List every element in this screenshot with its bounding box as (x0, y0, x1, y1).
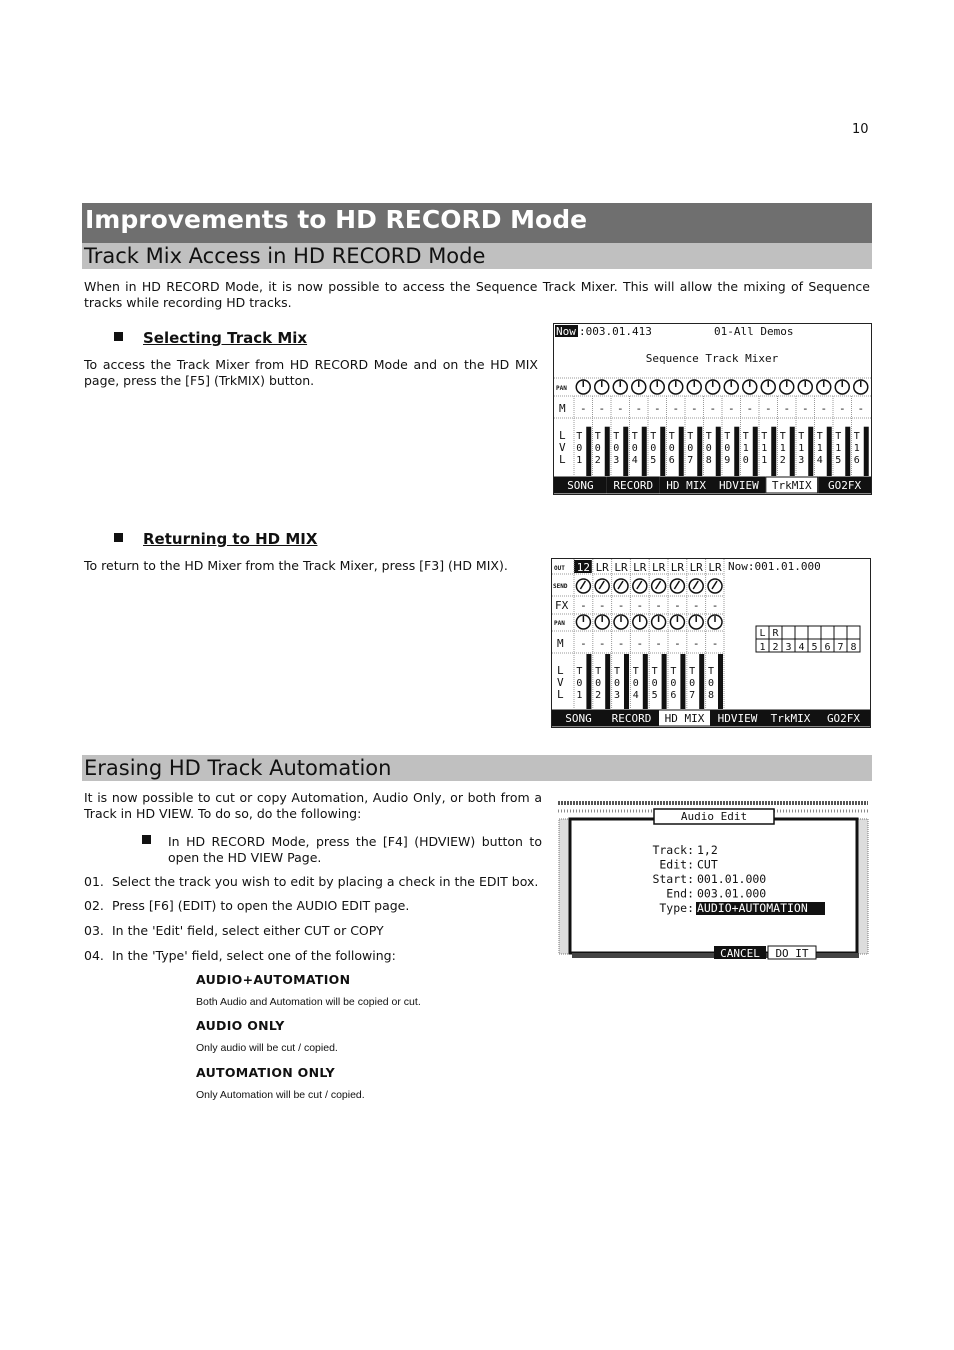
hd-mix-screenshot (551, 558, 871, 728)
track-label: T (613, 431, 620, 442)
erasing-intro: It is now possible to cut or copy Automation, Audio Only, or both from a Track in HD VIEW. To do so, do the following: (84, 790, 542, 821)
track-label: T (724, 431, 731, 442)
track-label: 0 (613, 678, 621, 689)
track-label: 2 (779, 455, 786, 466)
track-label: 0 (631, 443, 638, 454)
level-fader (679, 427, 684, 476)
now-label: Now (556, 325, 576, 338)
field-label: Edit: (659, 857, 694, 872)
track-label: 0 (576, 678, 583, 689)
grid-lr-label: L (759, 628, 766, 639)
level-fader (680, 654, 685, 709)
track-label: 3 (798, 455, 805, 466)
field-label: End: (666, 886, 694, 901)
track-label: T (670, 666, 677, 677)
track-label: 1 (779, 443, 786, 454)
track-label: 1 (798, 443, 805, 454)
track-label: T (779, 431, 786, 442)
track-label: 8 (705, 455, 712, 466)
track-label: 0 (724, 443, 731, 454)
track-label: 0 (707, 678, 715, 689)
step-02: 02. Press [F6] (EDIT) to open the AUDIO EDIT page. (84, 898, 410, 913)
track-label: 0 (687, 443, 694, 454)
track-label: 0 (668, 443, 675, 454)
field-value: 003.01.000 (697, 886, 767, 901)
level-fader (643, 654, 648, 709)
level-label-l: L (557, 664, 564, 677)
track-label: T (668, 431, 675, 442)
track-label: 0 (594, 443, 601, 454)
track-label: 8 (707, 690, 715, 701)
fx-indicator: - (598, 599, 606, 612)
mute-indicator: - (636, 637, 644, 650)
track-label: T (853, 431, 860, 442)
mute-indicator: - (692, 637, 700, 650)
page-number: 10 (852, 122, 869, 137)
send-knob-icon (652, 579, 666, 593)
track-label: 1 (835, 443, 842, 454)
level-label-v: V (559, 441, 566, 454)
track-label: T (632, 666, 639, 677)
track-label: T (594, 431, 601, 442)
track-label: 7 (687, 455, 694, 466)
track-label: T (651, 666, 658, 677)
field-value: AUDIO+AUTOMATION (697, 901, 808, 915)
mute-indicator: - (653, 402, 661, 415)
grid-number: 2 (772, 642, 779, 653)
track-label: 0 (613, 443, 620, 454)
track-label: 0 (689, 678, 696, 689)
send-row-label: SEND (553, 583, 568, 590)
track-label: T (576, 431, 583, 442)
mute-indicator: - (580, 637, 587, 650)
option-audio-automation-title: AUDIO+AUTOMATION (196, 972, 351, 987)
track-mix-intro: When in HD RECORD Mode, it is now possible to access the Sequence Track Mixer. This will allow the mixing of Sequence tracks while recording HD tracks. (84, 279, 870, 310)
svg-text:HDVIEW: HDVIEW (719, 479, 759, 492)
mute-row-label: M (559, 402, 566, 415)
pan-row-label: PAN (554, 620, 565, 627)
field-label: Type: (659, 901, 694, 915)
fx-indicator: - (674, 599, 681, 612)
track-label: 0 (742, 455, 749, 466)
track-label: 0 (670, 678, 677, 689)
svg-text:TrkMIX: TrkMIX (771, 479, 812, 492)
bullet-square-icon (114, 533, 123, 542)
fx-indicator: - (655, 599, 662, 612)
returning-hd-mix-text: To return to the HD Mixer from the Track Mixer, press [F3] (HD MIX). (84, 558, 508, 573)
selecting-track-mix-heading: Selecting Track Mix (143, 329, 308, 347)
grid-lr-label: R (772, 628, 779, 639)
track-label: 9 (724, 455, 731, 466)
mixer-title: Sequence Track Mixer (645, 352, 779, 365)
out-assign: LR (670, 561, 685, 574)
step-03: 03. In the 'Edit' field, select either CUT or COPY (84, 923, 384, 938)
track-label: 1 (576, 455, 583, 466)
mute-indicator: - (711, 637, 719, 650)
selecting-track-mix-text: To access the Track Mixer from HD RECORD Mode and on the HD MIX page, press the [F5] (TrkMIX) button. (84, 357, 538, 388)
level-label-l: L (559, 429, 566, 442)
track-label: T (742, 431, 749, 442)
level-fader (624, 654, 629, 709)
send-knob-icon (633, 579, 647, 593)
track-label: 5 (835, 455, 842, 466)
send-knob-icon (576, 579, 590, 593)
out-assign: LR (595, 561, 609, 574)
track-label: T (761, 431, 768, 442)
svg-text:DO IT: DO IT (775, 947, 809, 960)
level-fader (605, 654, 610, 709)
send-knob-icon (689, 579, 703, 593)
track-label: 6 (668, 455, 675, 466)
mute-indicator: - (598, 637, 606, 650)
level-fader (827, 427, 832, 476)
pan-row-label: PAN (556, 385, 567, 392)
level-label-l2: L (557, 688, 564, 701)
out-assign: LR (614, 561, 628, 574)
send-knob-icon (670, 579, 684, 593)
mute-indicator: - (709, 402, 717, 415)
svg-text:GO2FX: GO2FX (828, 479, 862, 492)
svg-text:HD MIX: HD MIX (666, 479, 706, 492)
track-label: 1 (761, 443, 768, 454)
mute-indicator: - (783, 402, 791, 415)
track-label: T (576, 666, 583, 677)
out-assign: 12 (576, 561, 591, 574)
mute-indicator: - (617, 637, 625, 650)
mute-indicator: - (672, 402, 680, 415)
track-label: T (816, 431, 823, 442)
field-label: Start: (652, 872, 694, 886)
track-label: 5 (651, 690, 658, 701)
svg-text:RECORD: RECORD (613, 479, 654, 492)
field-label: Track: (652, 843, 694, 857)
level-label-v: V (557, 676, 564, 689)
fx-indicator: - (617, 599, 625, 612)
track-label: T (595, 666, 602, 677)
mute-indicator: - (655, 637, 662, 650)
track-label: 6 (670, 690, 677, 701)
out-assign: LR (633, 561, 647, 574)
level-fader (605, 427, 610, 476)
level-fader (697, 427, 702, 476)
svg-text:GO2FX: GO2FX (826, 712, 861, 725)
track-label: T (631, 431, 638, 442)
track-label: 2 (595, 690, 602, 701)
dialog-title: Audio Edit (680, 810, 748, 823)
track-label: 2 (594, 455, 601, 466)
track-label: 1 (576, 690, 583, 701)
mute-indicator: - (690, 402, 698, 415)
track-label: 0 (595, 678, 602, 689)
fx-indicator: - (711, 599, 719, 612)
out-assign: LR (651, 561, 666, 574)
level-label-l2: L (559, 453, 566, 466)
mute-indicator: - (616, 402, 624, 415)
track-label: 3 (613, 455, 620, 466)
svg-text:SONG: SONG (565, 712, 592, 725)
mute-indicator: - (579, 402, 587, 415)
svg-text:CANCEL: CANCEL (720, 947, 760, 960)
step-04: 04. In the 'Type' field, select one of the following: (84, 948, 396, 963)
track-label: 0 (650, 443, 657, 454)
track-label: T (705, 431, 712, 442)
mute-indicator: - (727, 402, 735, 415)
mute-indicator: - (746, 402, 754, 415)
track-label: T (798, 431, 805, 442)
level-fader (808, 427, 813, 476)
grid-number: 6 (824, 642, 831, 653)
grid-number: 3 (785, 642, 792, 653)
track-label: T (687, 431, 694, 442)
mute-indicator: - (598, 402, 606, 415)
level-fader (660, 427, 665, 476)
track-mixer-screenshot (553, 323, 872, 495)
track-label: 4 (631, 455, 638, 466)
field-value: 001.01.000 (697, 872, 767, 886)
out-row-label: OUT (554, 565, 565, 572)
level-fader (716, 427, 721, 476)
svg-text:HDVIEW: HDVIEW (717, 712, 758, 725)
fx-indicator: - (580, 599, 587, 612)
track-label: T (835, 431, 842, 442)
track-label: 5 (650, 455, 657, 466)
mute-indicator: - (674, 637, 681, 650)
svg-text:SONG: SONG (567, 479, 594, 492)
track-label: 3 (613, 690, 621, 701)
track-label: 0 (632, 678, 639, 689)
mute-indicator: - (820, 402, 828, 415)
track-label: 0 (705, 443, 712, 454)
fx-indicator: - (692, 599, 700, 612)
track-label: 0 (576, 443, 583, 454)
main-heading: Improvements to HD RECORD Mode (82, 203, 872, 243)
level-fader (753, 427, 758, 476)
section-heading-erasing: Erasing HD Track Automation (82, 755, 872, 781)
mute-indicator: - (857, 402, 865, 415)
level-fader (662, 654, 667, 709)
level-fader (718, 654, 723, 709)
track-label: 4 (632, 690, 639, 701)
track-label: 1 (761, 455, 768, 466)
track-label: T (707, 666, 715, 677)
track-label: 1 (816, 443, 823, 454)
track-label: 4 (816, 455, 823, 466)
send-knob-icon (708, 579, 722, 593)
bullet-square-icon (114, 332, 123, 341)
out-assign: LR (708, 561, 722, 574)
option-audio-only-desc: Only audio will be cut / copied. (196, 1042, 338, 1054)
svg-text:TrkMIX: TrkMIX (770, 712, 811, 725)
section-heading-track-mix: Track Mix Access in HD RECORD Mode (82, 243, 872, 269)
send-knob-icon (595, 579, 609, 593)
option-audio-automation-desc: Both Audio and Automation will be copied or cut. (196, 996, 421, 1008)
grid-number: 5 (811, 642, 818, 653)
audio-edit-screenshot (556, 795, 870, 961)
position-readout: :003.01.413 (579, 325, 652, 338)
fx-indicator: - (636, 599, 644, 612)
option-automation-only-title: AUTOMATION ONLY (196, 1065, 336, 1080)
option-audio-only-title: AUDIO ONLY (196, 1018, 285, 1033)
field-value: 1,2 (697, 843, 718, 857)
level-fader (734, 427, 739, 476)
track-label: 7 (689, 690, 696, 701)
mute-indicator: - (838, 402, 846, 415)
mute-indicator: - (635, 402, 643, 415)
level-fader (845, 427, 850, 476)
level-fader (623, 427, 628, 476)
track-label: 1 (742, 443, 749, 454)
returning-hd-mix-heading: Returning to HD MIX (143, 530, 318, 548)
grid-number: 8 (850, 642, 857, 653)
grid-number: 4 (798, 642, 805, 653)
track-label: 1 (853, 443, 860, 454)
level-fader (586, 654, 591, 709)
level-fader (586, 427, 591, 476)
send-knob-icon (614, 579, 628, 593)
bullet-square-icon (142, 835, 151, 844)
mute-indicator: - (801, 402, 809, 415)
out-assign: LR (689, 561, 703, 574)
level-fader (699, 654, 704, 709)
now-readout: Now:001.01.000 (728, 560, 821, 573)
track-label: 6 (853, 455, 860, 466)
grid-number: 7 (837, 642, 844, 653)
track-label: T (689, 666, 696, 677)
level-fader (642, 427, 647, 476)
track-label: 0 (651, 678, 658, 689)
svg-text:HD MIX: HD MIX (664, 712, 705, 725)
track-label: T (613, 666, 621, 677)
fx-row-label: FX (555, 599, 569, 612)
track-label: T (650, 431, 657, 442)
level-fader (790, 427, 795, 476)
level-fader (771, 427, 776, 476)
mute-indicator: - (764, 402, 772, 415)
step-01: 01. Select the track you wish to edit by placing a check in the EDIT box. (84, 874, 539, 889)
svg-text:RECORD: RECORD (611, 712, 652, 725)
mute-row-label: M (557, 637, 564, 650)
hdview-bullet-text: In HD RECORD Mode, press the [F4] (HDVIEW) button to open the HD VIEW Page. (168, 834, 542, 865)
level-fader (864, 427, 869, 476)
grid-number: 1 (759, 642, 766, 653)
field-value: CUT (697, 857, 718, 872)
sequence-name: 01-All Demos (714, 325, 794, 338)
option-automation-only-desc: Only Automation will be cut / copied. (196, 1089, 365, 1101)
